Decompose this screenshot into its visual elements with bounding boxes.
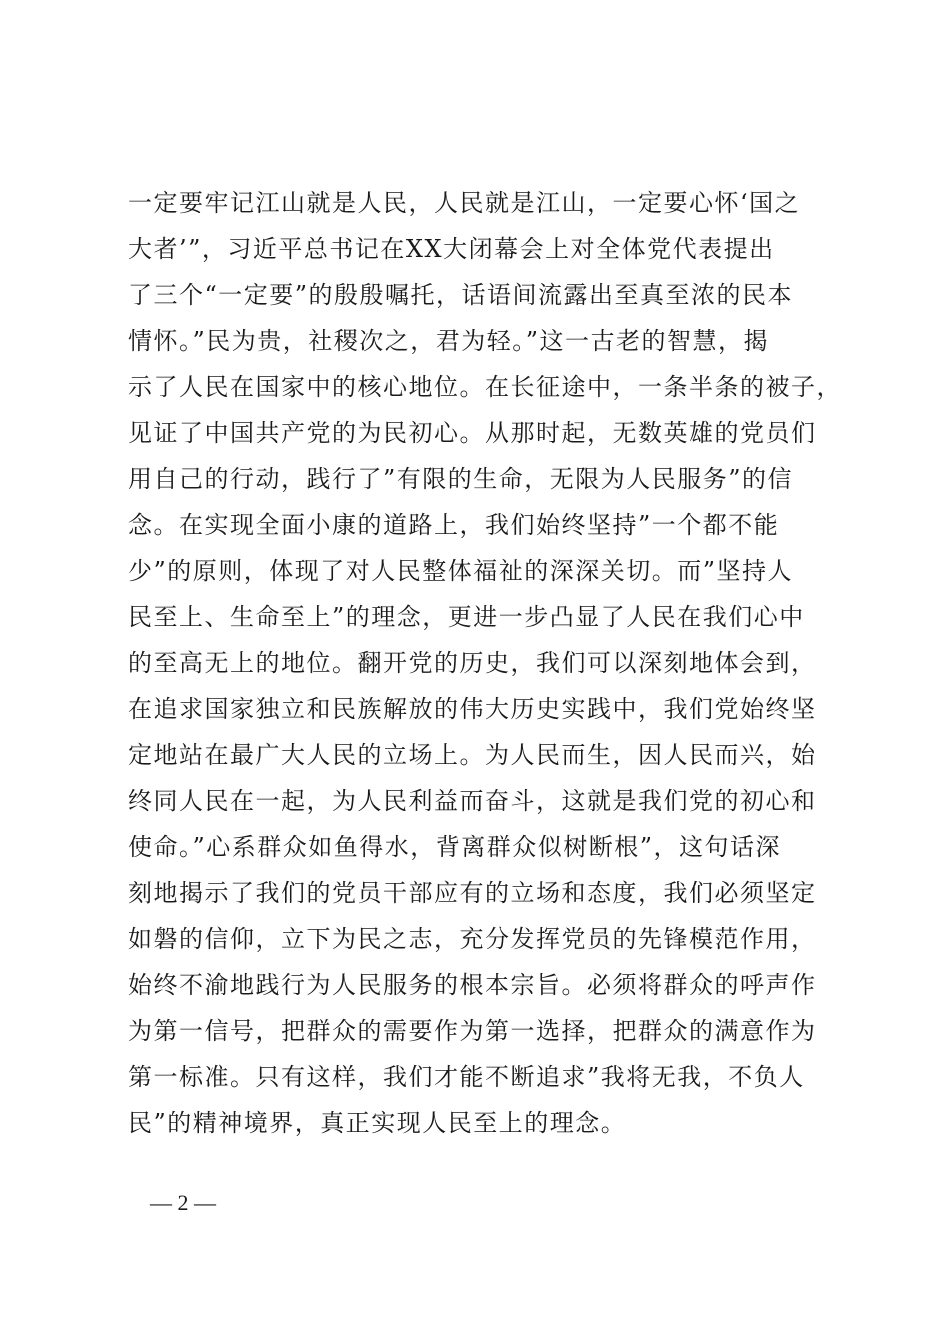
- text-line: 见证了中国共产党的为民初心。从那时起，无数英雄的党员们: [128, 419, 817, 447]
- text-line: 民”的精神境界，真正实现人民至上的理念。: [128, 1109, 627, 1137]
- text-line: 情怀。”民为贵，社稷次之，君为轻。”这一古老的智慧，揭: [128, 327, 770, 355]
- text-line: 念。在实现全面小康的道路上，我们始终坚持”一个都不能: [128, 511, 780, 539]
- text-line: 示了人民在国家中的核心地位。在长征途中，一条半条的被子，: [128, 373, 842, 401]
- text-line: 用自己的行动，践行了”有限的生命，无限为人民服务”的信: [128, 465, 794, 493]
- text-line: 的至高无上的地位。翻开党的历史，我们可以深刻地体会到，: [128, 649, 817, 677]
- text-line: 第一标准。只有这样，我们才能不断追求”我将无我，不负人: [128, 1063, 805, 1091]
- text-line: 始终不渝地践行为人民服务的根本宗旨。必须将群众的呼声作: [128, 971, 817, 999]
- text-line: 一定要牢记江山就是人民，人民就是江山，一定要心怀‘国之: [128, 189, 801, 217]
- page-number: — 2 —: [150, 1190, 216, 1215]
- text-line: 刻地揭示了我们的党员干部应有的立场和态度，我们必须坚定: [128, 879, 817, 907]
- text-line: 终同人民在一起，为人民利益而奋斗，这就是我们党的初心和: [128, 787, 817, 815]
- text-line: 少”的原则，体现了对人民整体福祉的深深关切。而”坚持人: [128, 557, 794, 585]
- text-line: 民至上、生命至上”的理念，更进一步凸显了人民在我们心中: [128, 603, 805, 631]
- text-line: 定地站在最广大人民的立场上。为人民而生，因人民而兴，始: [128, 741, 817, 769]
- body-paragraph: [128, 180, 842, 1146]
- text-line: 为第一信号，把群众的需要作为第一选择，把群众的满意作为: [128, 1017, 817, 1045]
- text-line: 大者’”，习近平总书记在XX大闭幕会上对全体党代表提出: [128, 235, 775, 263]
- text-line: 如磐的信仰，立下为民之志，充分发挥党员的先锋模范作用，: [128, 925, 817, 953]
- text-line: 使命。”心系群众如鱼得水，背离群众似树断根”，这句话深: [128, 833, 782, 861]
- text-line: 在追求国家独立和民族解放的伟大历史实践中，我们党始终坚: [128, 695, 817, 723]
- text-line: 了三个“一定要”的殷殷嘱托，话语间流露出至真至浓的民本: [128, 281, 794, 309]
